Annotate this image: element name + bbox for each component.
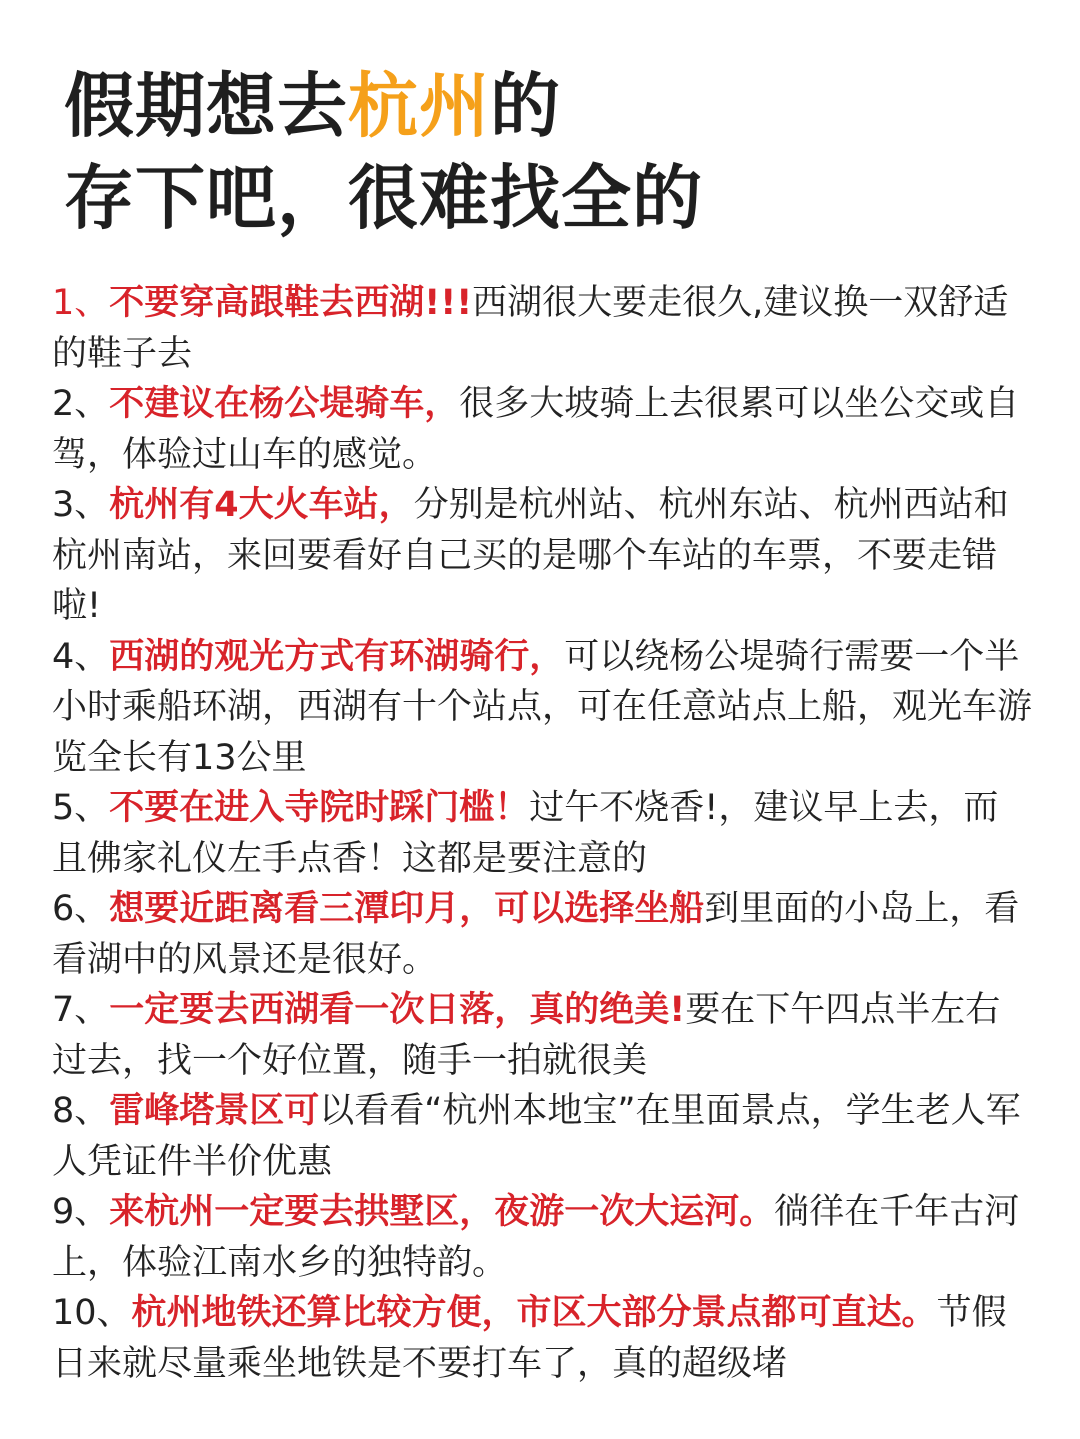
tip-3 (52, 480, 1032, 632)
tip-text: 分别是杭州站、杭州东站、杭州西站和杭州南站，来回要看好自己买的是哪个车站的车票，不要走错啦! (52, 485, 1009, 626)
tip-9 (52, 1187, 1032, 1288)
tip-text: 到里面的小岛上，看看湖中的风景还是很好。 (52, 889, 1020, 980)
tip-highlight: 不要在进入寺院时踩门槛！ (109, 788, 530, 828)
tip-number: 4、 (52, 636, 110, 677)
tip-number: 7、 (52, 990, 110, 1030)
tip-highlight: 杭州有4大火车站， (109, 485, 414, 525)
tip-highlight: 不建议在杨公堤骑车， (109, 384, 460, 424)
tips-list (52, 278, 1032, 1389)
tip-7 (52, 985, 1032, 1086)
tip-number: 1、 (52, 283, 110, 323)
tip-text: 节假日来就尽量乘坐地铁是不要打车了，真的超级堵 (52, 1293, 1007, 1384)
tip-text: 西湖很大要走很久,建议换一双舒适的鞋子去 (52, 283, 1009, 374)
tip-text: 很多大坡骑上去很累可以坐公交或自驾，体验过山车的感觉。 (52, 384, 1020, 475)
tip-2 (52, 379, 1032, 480)
tip-highlight: 雷峰塔景区可 (109, 1091, 320, 1131)
tip-5 (52, 783, 1032, 884)
tip-highlight: 西湖的观光方式有环湖骑行， (109, 636, 565, 677)
tip-8 (52, 1086, 1032, 1187)
tip-text: 要在下午四点半左右过去，找一个好位置，随手一拍就很美 (52, 990, 1001, 1081)
tip-6 (52, 884, 1032, 985)
tip-number: 8、 (52, 1091, 110, 1131)
title-line-1-end: 的 (490, 65, 561, 147)
title-line-1-start: 假期想去 (64, 65, 348, 147)
tip-highlight: 来杭州一定要去拱墅区，夜游一次大运河。 (109, 1192, 775, 1232)
tip-highlight: 一定要去西湖看一次日落，真的绝美! (109, 990, 686, 1030)
tip-text: 可以绕杨公堤骑行需要一个半小时乘船环湖，西湖有十个站点，可在任意站点上船，观光车游览全长有13公里 (52, 636, 1033, 778)
tip-highlight: 不要穿高跟鞋去西湖!!! (109, 283, 473, 323)
page-title (64, 60, 703, 244)
tip-number: 2、 (52, 384, 110, 424)
title-line-2: 存下吧，很难找全的 (64, 157, 703, 239)
tip-text: 以看看“杭州本地宝”在里面景点，学生老人军人凭证件半价优惠 (52, 1091, 1021, 1182)
tip-text: 过午不烧香!，建议早上去，而且佛家礼仪左手点香！这都是要注意的 (52, 788, 999, 879)
tip-number: 3、 (52, 485, 110, 525)
tip-highlight: 想要近距离看三潭印月，可以选择坐船 (109, 889, 705, 929)
tip-highlight: 杭州地铁还算比较方便，市区大部分景点都可直达。 (131, 1293, 937, 1333)
tip-number: 10、 (52, 1293, 132, 1333)
tip-number: 5、 (52, 788, 110, 828)
tip-number: 6、 (52, 889, 110, 929)
tip-text: 徜徉在千年古河上，体验江南水乡的独特韵。 (52, 1192, 1020, 1283)
title-accent-hangzhou: 杭州 (348, 65, 490, 147)
tip-number: 9、 (52, 1192, 110, 1232)
title-line-1 (64, 60, 703, 152)
tip-4 (52, 632, 1032, 784)
tip-1 (52, 278, 1032, 379)
tip-10 (52, 1288, 1032, 1389)
